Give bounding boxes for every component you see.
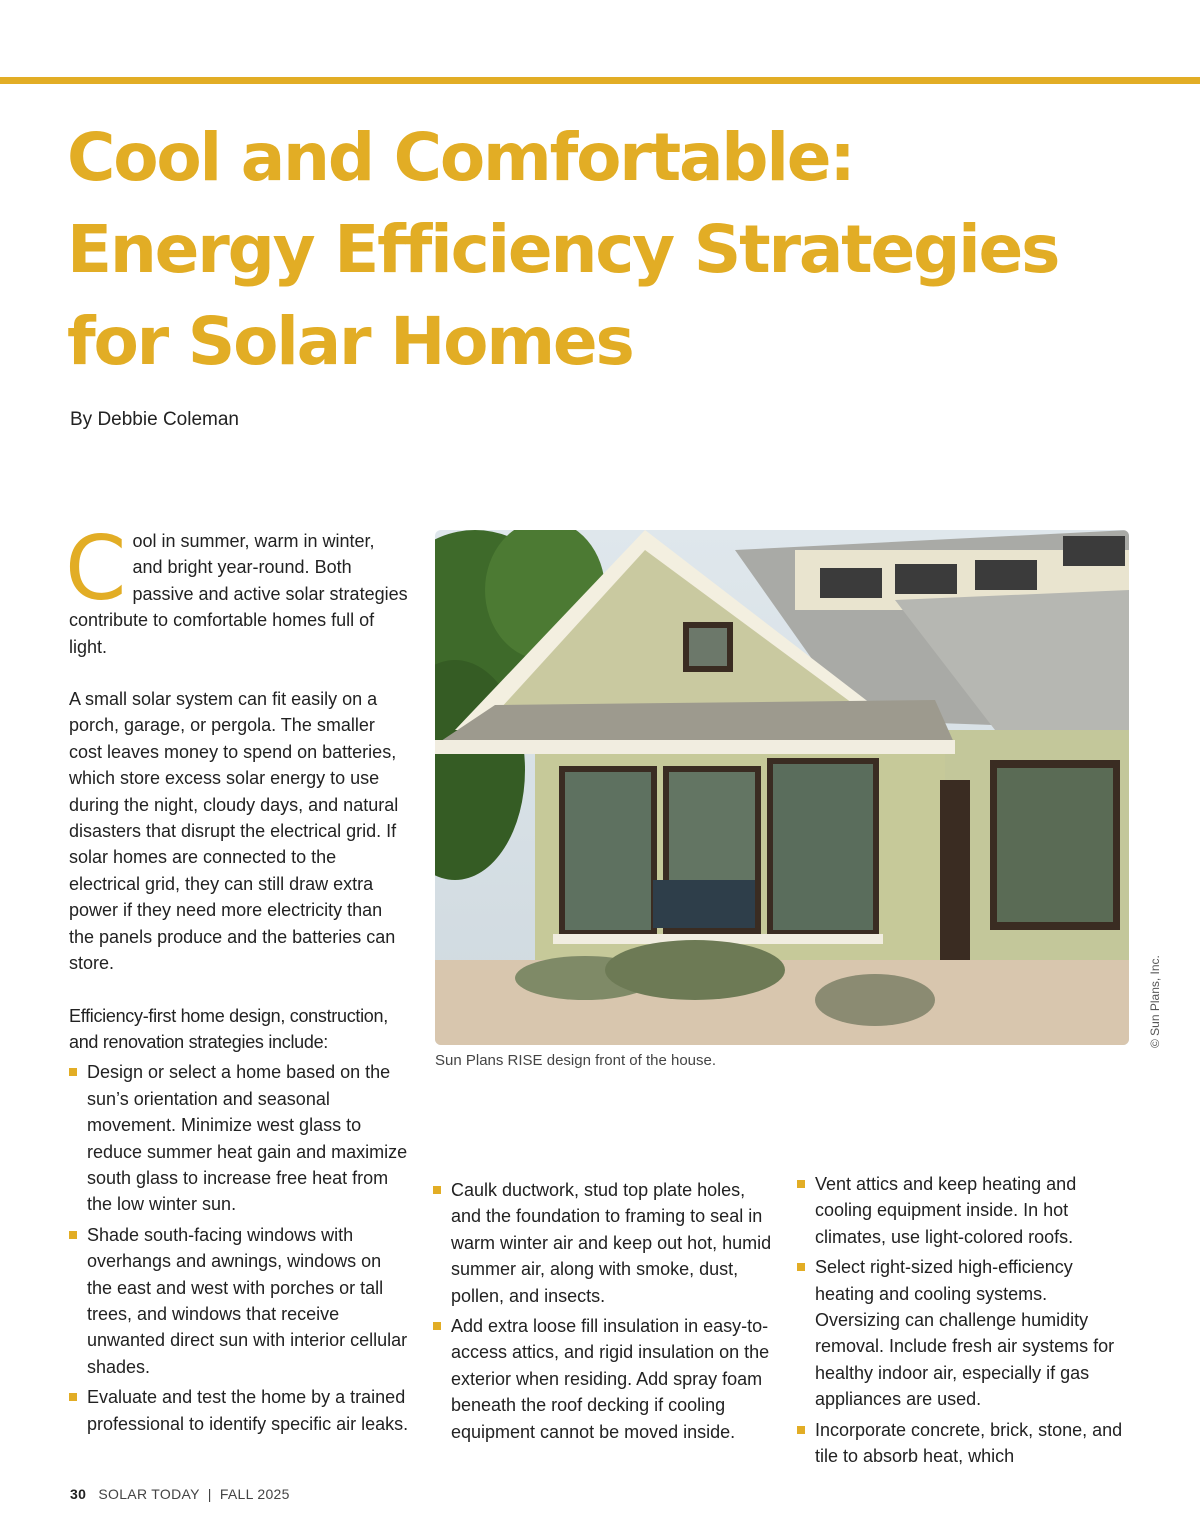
issue-date: FALL 2025	[219, 1486, 290, 1502]
drop-cap: C	[65, 517, 127, 620]
list-item: Design or select a home based on the sun’s orientation and seasonal movement. Minimize west glass to reduce summer heat gain and maximize south glass to increase free heat from the low winter sun.	[69, 1059, 409, 1217]
title-line: Cool and Comfortable:	[67, 119, 854, 196]
footer-separator: |	[207, 1486, 212, 1502]
photo-credit: © Sun Plans, Inc.	[1148, 955, 1162, 1048]
list-item: Caulk ductwork, stud top plate holes, and the foundation to framing to seal in warm winter air and keep out hot, humid summer air, along with smoke, dust, pollen, and insects.	[433, 1177, 778, 1309]
photo-caption: Sun Plans RISE design front of the house.	[435, 1052, 717, 1069]
byline: By Debbie Coleman	[70, 409, 239, 430]
list-item: Add extra loose fill insulation in easy-to-access attics, and rigid insulation on the exterior when residing. Add spray foam beneath the roof decking if cooling equipment cannot be moved inside.	[433, 1313, 778, 1445]
house-photo	[435, 530, 1129, 1045]
list-item: Select right-sized high-efficiency heating and cooling systems. Oversizing can challenge humidity removal. Include fresh air systems for healthy indoor air, especially if gas appliances are used.	[797, 1254, 1127, 1412]
list-item: Vent attics and keep heating and cooling equipment inside. In hot climates, use light-colored roofs.	[797, 1171, 1127, 1250]
intro-text: ool in summer, warm in winter, and bright year-round. Both passive and active solar strategies contribute to comfortable homes full of light.	[69, 531, 408, 657]
strategy-list	[69, 1059, 409, 1437]
list-item: Evaluate and test the home by a trained professional to identify specific air leaks.	[69, 1384, 409, 1437]
top-rule	[0, 77, 1200, 84]
intro-paragraph	[65, 517, 409, 660]
title-line: Energy Efficiency Strategies	[67, 211, 1059, 288]
body-paragraph: A small solar system can fit easily on a porch, garage, or pergola. The smaller cost leaves money to spend on batteries, which store excess solar energy to use during the night, cloudy days, and natural disasters that disrupt the electrical grid. If solar homes are connected to the electrical grid, they can still draw extra power if they need more electricity than the panels produce and the batteries can store.	[69, 689, 399, 974]
title-line: for Solar Homes	[67, 303, 633, 380]
page-number: 30	[70, 1486, 87, 1502]
list-intro: Efficiency-first home design, construction, and renovation strategies include:	[69, 1005, 388, 1052]
article-title	[67, 112, 1177, 388]
strategy-list	[797, 1171, 1127, 1469]
strategy-list	[433, 1177, 778, 1445]
column-2	[433, 1173, 778, 1449]
list-item: Shade south-facing windows with overhangs and awnings, windows on the east and west with porches or tall trees, and windows that receive unwanted direct sun with interior cellular shades.	[69, 1222, 409, 1380]
column-1	[65, 517, 409, 1441]
page-footer	[70, 1486, 290, 1502]
list-item: Incorporate concrete, brick, stone, and tile to absorb heat, which	[797, 1417, 1127, 1470]
column-3	[797, 1167, 1127, 1473]
publication-name: SOLAR TODAY	[98, 1486, 200, 1502]
